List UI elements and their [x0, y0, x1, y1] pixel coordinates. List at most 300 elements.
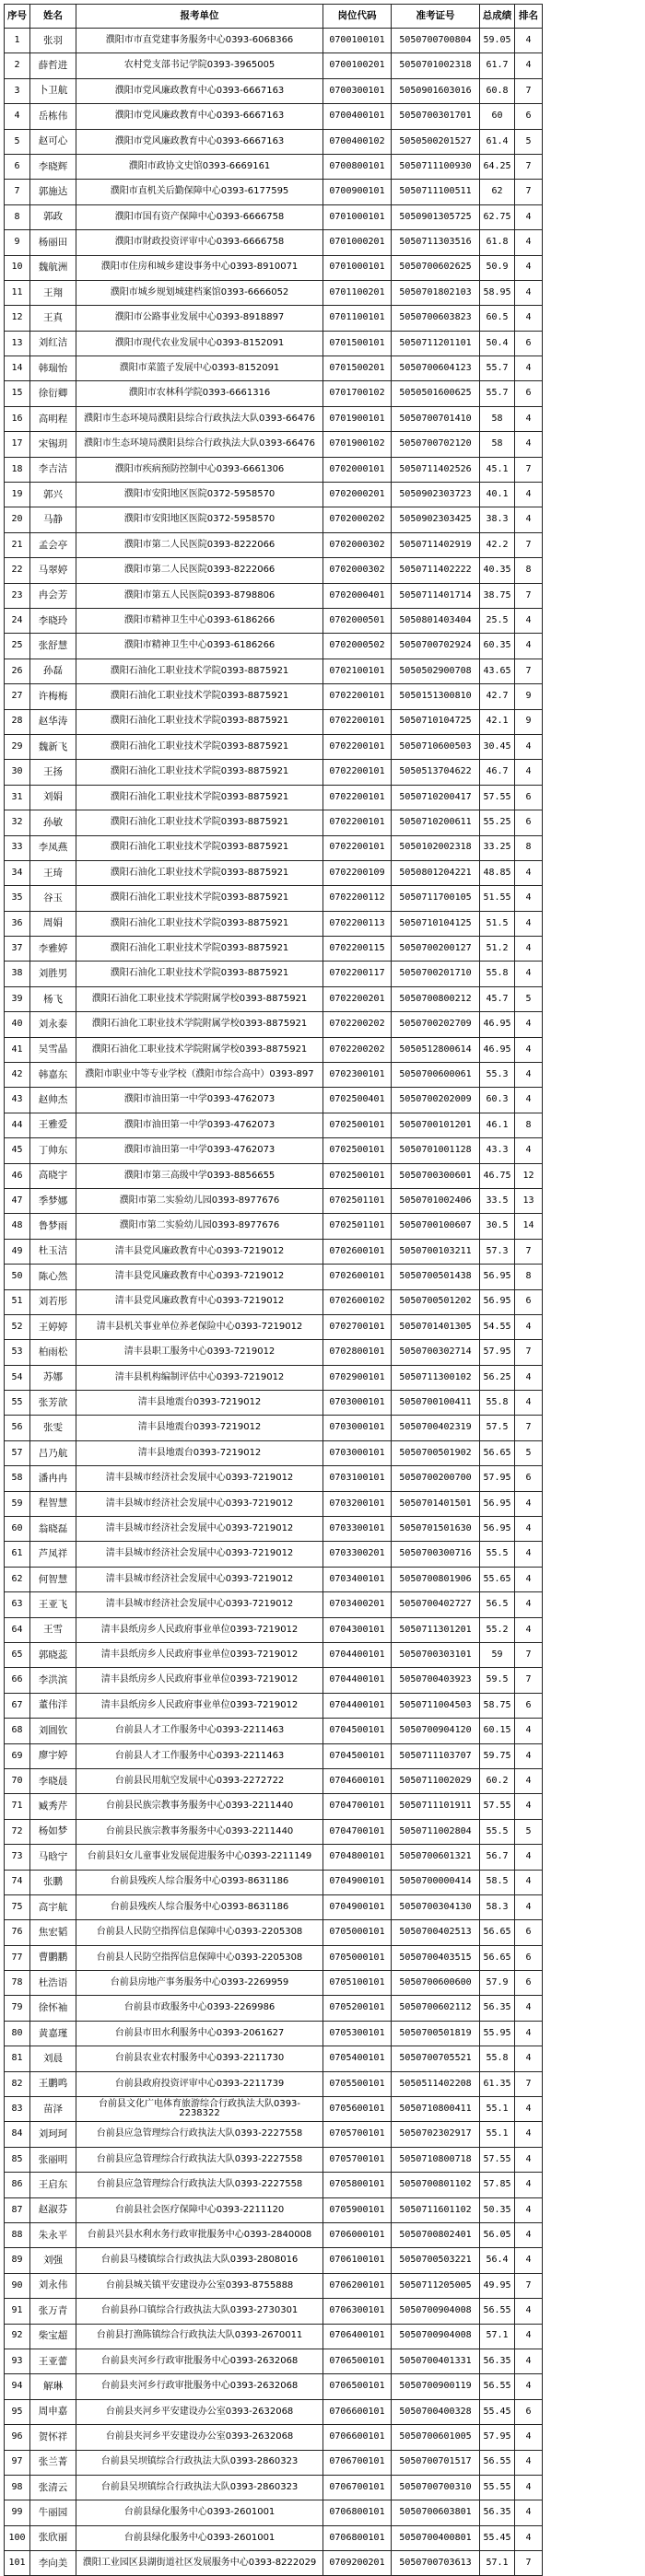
table-row	[5, 180, 543, 204]
cell-post-code: 0706400101	[323, 2324, 392, 2349]
cell-name: 翁晓磊	[30, 1517, 76, 1542]
cell-name: 魏航洲	[30, 255, 76, 280]
table-row	[5, 962, 543, 986]
cell-unit: 台前县吴坝镇综合行政执法大队0393-2860323	[76, 2450, 323, 2475]
cell-post-code: 0702000202	[323, 507, 392, 532]
cell-ticket-number: 5050711301201	[392, 1617, 480, 1642]
cell-post-code: 0706800101	[323, 2500, 392, 2525]
cell-rank: 4	[515, 2122, 543, 2147]
cell-ticket-number: 5050700100607	[392, 1214, 480, 1239]
cell-ticket-number: 5050700904120	[392, 1719, 480, 1743]
cell-unit: 濮阳市第二人民医院0393-8222066	[76, 532, 323, 557]
table-row	[5, 2525, 543, 2550]
table-row	[5, 507, 543, 532]
cell-index: 35	[5, 886, 30, 911]
cell-index: 11	[5, 280, 30, 305]
cell-post-code: 0700300101	[323, 78, 392, 103]
cell-unit: 清丰县城市经济社会发展中心0393-7219012	[76, 1491, 323, 1516]
cell-index: 96	[5, 2425, 30, 2450]
table-row	[5, 1265, 543, 1289]
table-row	[5, 1365, 543, 1390]
table-row	[5, 2475, 543, 2500]
cell-rank: 4	[515, 1870, 543, 1894]
cell-unit: 清丰县职工服务中心0393-7219012	[76, 1340, 323, 1365]
cell-unit: 濮阳市国有资产保障中心0393-6666758	[76, 204, 323, 229]
cell-total-score: 59.75	[480, 1743, 515, 1768]
cell-rank: 4	[515, 1138, 543, 1163]
cell-post-code: 0701000201	[323, 230, 392, 255]
cell-rank: 8	[515, 558, 543, 583]
cell-ticket-number: 5050700604123	[392, 356, 480, 381]
cell-ticket-number: 5050700501819	[392, 2021, 480, 2046]
cell-rank: 4	[515, 1517, 543, 1542]
cell-rank: 7	[515, 1668, 543, 1693]
cell-ticket-number: 5050700403923	[392, 1668, 480, 1693]
cell-index: 1	[5, 29, 30, 53]
header-name: 姓名	[30, 5, 76, 29]
table-row	[5, 2248, 543, 2273]
cell-unit: 台前县绿化服务中心0393-2601001	[76, 2500, 323, 2525]
cell-name: 刘娟	[30, 785, 76, 810]
cell-rank: 7	[515, 532, 543, 557]
cell-post-code: 0702800101	[323, 1340, 392, 1365]
cell-name: 李洪滨	[30, 1668, 76, 1693]
cell-post-code: 0702500401	[323, 1088, 392, 1113]
cell-index: 54	[5, 1365, 30, 1390]
cell-rank: 4	[515, 507, 543, 532]
cell-name: 马晗宁	[30, 1845, 76, 1870]
cell-rank: 4	[515, 1894, 543, 1919]
table-row	[5, 937, 543, 962]
cell-rank: 4	[515, 962, 543, 986]
cell-post-code: 0703300201	[323, 1542, 392, 1567]
cell-post-code: 0703100101	[323, 1466, 392, 1491]
cell-index: 61	[5, 1542, 30, 1567]
cell-name: 杜浩语	[30, 1971, 76, 1996]
table-row	[5, 2450, 543, 2475]
cell-index: 60	[5, 1517, 30, 1542]
table-row	[5, 2222, 543, 2247]
cell-ticket-number: 5050700300716	[392, 1542, 480, 1567]
cell-name: 李吉洁	[30, 457, 76, 482]
cell-ticket-number: 5050700701410	[392, 406, 480, 431]
cell-name: 张欣丽	[30, 2525, 76, 2550]
table-row	[5, 2299, 543, 2324]
cell-ticket-number: 5050700600061	[392, 1063, 480, 1088]
cell-index: 33	[5, 835, 30, 860]
cell-index: 7	[5, 180, 30, 204]
cell-ticket-number: 5050151300810	[392, 684, 480, 709]
cell-name: 杨丽田	[30, 230, 76, 255]
cell-unit: 濮阳市精神卫生中心0393-6186266	[76, 634, 323, 659]
cell-rank: 4	[515, 1845, 543, 1870]
cell-unit: 濮阳石油化工职业技术学院0393-8875921	[76, 835, 323, 860]
cell-index: 85	[5, 2147, 30, 2172]
cell-ticket-number: 5050700602112	[392, 1996, 480, 2021]
cell-post-code: 0701000101	[323, 204, 392, 229]
cell-total-score: 57.95	[480, 1466, 515, 1491]
cell-rank: 7	[515, 154, 543, 179]
cell-total-score: 40.1	[480, 483, 515, 507]
cell-unit: 濮阳市安阳地区医院0372-5958570	[76, 483, 323, 507]
cell-index: 88	[5, 2222, 30, 2247]
cell-rank: 7	[515, 457, 543, 482]
header-ticket-number: 准考证号	[392, 5, 480, 29]
cell-post-code: 0702000302	[323, 532, 392, 557]
table-row	[5, 1517, 543, 1542]
cell-total-score: 58	[480, 432, 515, 457]
cell-index: 87	[5, 2197, 30, 2222]
cell-name: 王翔	[30, 280, 76, 305]
cell-rank: 4	[515, 2222, 543, 2247]
cell-unit: 濮阳市党风廉政教育中心0393-6667163	[76, 129, 323, 154]
cell-unit: 濮阳市直机关后勤保障中心0393-6177595	[76, 180, 323, 204]
cell-index: 100	[5, 2525, 30, 2550]
cell-index: 45	[5, 1138, 30, 1163]
cell-rank: 14	[515, 1214, 543, 1239]
cell-unit: 台前县夹河乡行政审批服务中心0393-2632068	[76, 2374, 323, 2399]
cell-total-score: 56.55	[480, 2374, 515, 2399]
cell-total-score: 61.8	[480, 230, 515, 255]
cell-index: 28	[5, 709, 30, 734]
cell-unit: 台前县民用航空发展中心0393-2272722	[76, 1768, 323, 1793]
cell-name: 赵可心	[30, 129, 76, 154]
cell-index: 86	[5, 2173, 30, 2197]
table-row	[5, 1063, 543, 1088]
table-row	[5, 810, 543, 835]
cell-ticket-number: 5050700701517	[392, 2450, 480, 2475]
cell-post-code: 0704700101	[323, 1794, 392, 1819]
cell-name: 张雯	[30, 1416, 76, 1440]
cell-ticket-number: 5050700700804	[392, 29, 480, 53]
table-row	[5, 2399, 543, 2424]
cell-rank: 7	[515, 1416, 543, 1440]
cell-total-score: 57.55	[480, 1794, 515, 1819]
cell-index: 69	[5, 1743, 30, 1768]
cell-ticket-number: 5050700603801	[392, 2500, 480, 2525]
cell-name: 许梅梅	[30, 684, 76, 709]
cell-post-code: 0702200202	[323, 1037, 392, 1062]
cell-name: 牛丽园	[30, 2500, 76, 2525]
cell-index: 63	[5, 1592, 30, 1617]
table-row	[5, 1693, 543, 1718]
cell-total-score: 60.5	[480, 306, 515, 331]
cell-name: 刘强	[30, 2248, 76, 2273]
cell-total-score: 45.7	[480, 986, 515, 1011]
cell-ticket-number: 5050501600625	[392, 381, 480, 406]
cell-total-score: 49.95	[480, 2273, 515, 2298]
cell-post-code: 0706500101	[323, 2349, 392, 2373]
cell-unit: 台前县市政服务中心0393-2269986	[76, 1996, 323, 2021]
cell-unit: 濮阳市农林科学院0393-6661316	[76, 381, 323, 406]
cell-post-code: 0703200101	[323, 1491, 392, 1516]
cell-post-code: 0702000501	[323, 608, 392, 633]
cell-post-code: 0706600101	[323, 2399, 392, 2424]
cell-unit: 台前县人民防空指挥信息保障中心0393-2205308	[76, 1945, 323, 1970]
cell-unit: 濮阳市第二实验幼儿园0393-8977676	[76, 1188, 323, 1213]
cell-name: 赵华涛	[30, 709, 76, 734]
cell-index: 38	[5, 962, 30, 986]
cell-name: 焦宏韬	[30, 1920, 76, 1945]
cell-ticket-number: 5050700501902	[392, 1440, 480, 1465]
cell-ticket-number: 5050700103211	[392, 1239, 480, 1264]
cell-rank: 4	[515, 2248, 543, 2273]
cell-total-score: 50.9	[480, 255, 515, 280]
cell-ticket-number: 5050700402727	[392, 1592, 480, 1617]
cell-name: 卜卫航	[30, 78, 76, 103]
cell-name: 柴宝超	[30, 2324, 76, 2349]
cell-ticket-number: 5050700100411	[392, 1391, 480, 1416]
cell-total-score: 57.1	[480, 2551, 515, 2576]
cell-rank: 7	[515, 180, 543, 204]
table-row	[5, 2349, 543, 2373]
table-row	[5, 2147, 543, 2172]
cell-post-code: 0702200101	[323, 709, 392, 734]
table-row	[5, 2374, 543, 2399]
cell-ticket-number: 5050701501630	[392, 1517, 480, 1542]
cell-post-code: 0700100101	[323, 29, 392, 53]
cell-post-code: 0706800101	[323, 2525, 392, 2550]
cell-ticket-number: 5050700900119	[392, 2374, 480, 2399]
cell-ticket-number: 5050902303425	[392, 507, 480, 532]
cell-index: 89	[5, 2248, 30, 2273]
cell-index: 67	[5, 1693, 30, 1718]
cell-post-code: 0702000401	[323, 583, 392, 608]
cell-post-code: 0709200201	[323, 2551, 392, 2576]
cell-ticket-number: 5050701001128	[392, 1138, 480, 1163]
cell-unit: 濮阳石油化工职业技术学院附属学校0393-8875921	[76, 986, 323, 1011]
cell-total-score: 64.25	[480, 154, 515, 179]
cell-total-score: 55.45	[480, 2525, 515, 2550]
cell-post-code: 0706500101	[323, 2374, 392, 2399]
cell-unit: 台前县残疾人综合服务中心0393-8631186	[76, 1870, 323, 1894]
header-row	[5, 5, 543, 29]
cell-rank: 4	[515, 29, 543, 53]
cell-unit: 濮阳石油化工职业技术学院0393-8875921	[76, 785, 323, 810]
cell-post-code: 0705900101	[323, 2197, 392, 2222]
cell-rank: 4	[515, 406, 543, 431]
cell-name: 郭施达	[30, 180, 76, 204]
cell-index: 15	[5, 381, 30, 406]
table-row	[5, 532, 543, 557]
cell-name: 张丽明	[30, 2147, 76, 2172]
cell-name: 张芳歆	[30, 1391, 76, 1416]
table-row	[5, 2273, 543, 2298]
cell-unit: 濮阳市党风廉政教育中心0393-6667163	[76, 78, 323, 103]
cell-unit: 台前县兴县水利水务行政审批服务中心0393-2840008	[76, 2222, 323, 2247]
cell-index: 6	[5, 154, 30, 179]
cell-unit: 台前县人才工作服务中心0393-2211463	[76, 1743, 323, 1768]
cell-rank: 4	[515, 2021, 543, 2046]
cell-name: 宋锡玥	[30, 432, 76, 457]
cell-post-code: 0702900101	[323, 1365, 392, 1390]
cell-total-score: 55.1	[480, 2122, 515, 2147]
cell-unit: 濮阳石油化工职业技术学院0393-8875921	[76, 860, 323, 885]
cell-unit: 台前县吴坝镇综合行政执法大队0393-2860323	[76, 2475, 323, 2500]
cell-ticket-number: 5050711002804	[392, 1819, 480, 1844]
cell-total-score: 30.5	[480, 1214, 515, 1239]
cell-rank: 7	[515, 2071, 543, 2096]
table-row	[5, 1163, 543, 1188]
table-row	[5, 1894, 543, 1919]
cell-unit: 台前县人民防空指挥信息保障中心0393-2205308	[76, 1920, 323, 1945]
cell-total-score: 57.85	[480, 2173, 515, 2197]
cell-rank: 12	[515, 1163, 543, 1188]
cell-index: 56	[5, 1416, 30, 1440]
cell-ticket-number: 5050700202709	[392, 1012, 480, 1037]
cell-name: 刘珂珂	[30, 2122, 76, 2147]
cell-unit: 清丰县地震台0393-7219012	[76, 1391, 323, 1416]
cell-rank: 4	[515, 937, 543, 962]
cell-total-score: 60.3	[480, 1088, 515, 1113]
cell-post-code: 0702200113	[323, 911, 392, 936]
cell-ticket-number: 5050710200611	[392, 810, 480, 835]
cell-total-score: 60.8	[480, 78, 515, 103]
cell-total-score: 56.95	[480, 1265, 515, 1289]
table-row	[5, 2425, 543, 2450]
cell-name: 张羽	[30, 29, 76, 53]
cell-post-code: 0701700102	[323, 381, 392, 406]
cell-ticket-number: 5050700300601	[392, 1163, 480, 1188]
cell-total-score: 55.65	[480, 1567, 515, 1591]
cell-total-score: 55.45	[480, 2399, 515, 2424]
table-row	[5, 280, 543, 305]
table-row	[5, 860, 543, 885]
cell-total-score: 62.75	[480, 204, 515, 229]
cell-ticket-number: 5050902303723	[392, 483, 480, 507]
table-row	[5, 381, 543, 406]
table-row	[5, 2324, 543, 2349]
cell-unit: 台前县妇女儿童事业发展促进服务中心0393-2211149	[76, 1845, 323, 1870]
cell-rank: 6	[515, 381, 543, 406]
cell-post-code: 0706100101	[323, 2248, 392, 2273]
table-row	[5, 1088, 543, 1113]
cell-index: 97	[5, 2450, 30, 2475]
cell-total-score: 54.55	[480, 1314, 515, 1339]
cell-name: 赵淑芬	[30, 2197, 76, 2222]
cell-total-score: 56.95	[480, 1491, 515, 1516]
cell-total-score: 50.35	[480, 2197, 515, 2222]
cell-index: 10	[5, 255, 30, 280]
cell-index: 29	[5, 734, 30, 759]
cell-total-score: 56.55	[480, 2299, 515, 2324]
cell-name: 刘永伟	[30, 2273, 76, 2298]
cell-total-score: 56.25	[480, 1365, 515, 1390]
cell-name: 朱永平	[30, 2222, 76, 2247]
cell-unit: 濮阳石油化工职业技术学院0393-8875921	[76, 962, 323, 986]
cell-ticket-number: 5050710600503	[392, 734, 480, 759]
cell-ticket-number: 5050700101201	[392, 1113, 480, 1137]
cell-unit: 濮阳石油化工职业技术学院0393-8875921	[76, 760, 323, 785]
cell-rank: 4	[515, 2097, 543, 2122]
cell-ticket-number: 5050700200127	[392, 937, 480, 962]
cell-index: 90	[5, 2273, 30, 2298]
cell-post-code: 0705800101	[323, 2173, 392, 2197]
cell-index: 42	[5, 1063, 30, 1088]
cell-total-score: 42.7	[480, 684, 515, 709]
cell-unit: 清丰县纸房乡人民政府事业单位0393-7219012	[76, 1668, 323, 1693]
cell-rank: 5	[515, 1440, 543, 1465]
cell-post-code: 0702200101	[323, 835, 392, 860]
cell-total-score: 62	[480, 180, 515, 204]
cell-name: 王扬	[30, 760, 76, 785]
cell-ticket-number: 5050700401331	[392, 2349, 480, 2373]
cell-rank: 4	[515, 356, 543, 381]
cell-index: 77	[5, 1945, 30, 1970]
cell-post-code: 0704900101	[323, 1894, 392, 1919]
cell-post-code: 0702200101	[323, 810, 392, 835]
cell-ticket-number: 5050700402319	[392, 1416, 480, 1440]
cell-rank: 4	[515, 255, 543, 280]
table-row	[5, 1239, 543, 1264]
cell-name: 韩嘉东	[30, 1063, 76, 1088]
cell-index: 59	[5, 1491, 30, 1516]
cell-unit: 濮阳市政协文史馆0393-6669161	[76, 154, 323, 179]
cell-total-score: 55.7	[480, 356, 515, 381]
table-row	[5, 1416, 543, 1440]
cell-unit: 清丰县党风廉政教育中心0393-7219012	[76, 1265, 323, 1289]
cell-ticket-number: 5050700800212	[392, 986, 480, 1011]
table-row	[5, 583, 543, 608]
table-row	[5, 634, 543, 659]
cell-unit: 台前县孙口镇综合行政执法大队0393-2730301	[76, 2299, 323, 2324]
table-row	[5, 709, 543, 734]
table-row	[5, 986, 543, 1011]
table-row	[5, 2500, 543, 2525]
table-row	[5, 129, 543, 154]
cell-post-code: 0704400101	[323, 1668, 392, 1693]
cell-index: 30	[5, 760, 30, 785]
cell-total-score: 51.5	[480, 911, 515, 936]
cell-index: 17	[5, 432, 30, 457]
cell-unit: 清丰县地震台0393-7219012	[76, 1416, 323, 1440]
cell-index: 81	[5, 2046, 30, 2071]
header-index: 序号	[5, 5, 30, 29]
cell-index: 93	[5, 2349, 30, 2373]
cell-total-score: 38.75	[480, 583, 515, 608]
table-row	[5, 1289, 543, 1314]
cell-post-code: 0701000101	[323, 255, 392, 280]
cell-unit: 台前县民族宗教事务服务中心0393-2211440	[76, 1794, 323, 1819]
cell-name: 王启东	[30, 2173, 76, 2197]
cell-unit: 台前县夹河乡平安建设办公室0393-2632068	[76, 2425, 323, 2450]
cell-post-code: 0702700101	[323, 1314, 392, 1339]
cell-index: 55	[5, 1391, 30, 1416]
cell-index: 13	[5, 331, 30, 356]
cell-ticket-number: 5050513704622	[392, 760, 480, 785]
cell-total-score: 61.4	[480, 129, 515, 154]
cell-total-score: 57.1	[480, 2324, 515, 2349]
cell-ticket-number: 5050700402513	[392, 1920, 480, 1945]
cell-name: 董伟洋	[30, 1693, 76, 1718]
cell-post-code: 0700900101	[323, 180, 392, 204]
cell-post-code: 0702200115	[323, 937, 392, 962]
cell-post-code: 0704400101	[323, 1693, 392, 1718]
cell-rank: 4	[515, 2374, 543, 2399]
cell-unit: 濮阳市菜篮子发展中心0393-8152091	[76, 356, 323, 381]
cell-unit: 濮阳石油化工职业技术学院0393-8875921	[76, 911, 323, 936]
cell-unit: 濮阳市市直党建事务服务中心0393-6068366	[76, 29, 323, 53]
cell-ticket-number: 5050700400801	[392, 2525, 480, 2550]
cell-index: 22	[5, 558, 30, 583]
cell-total-score: 55.8	[480, 1391, 515, 1416]
cell-unit: 清丰县纸房乡人民政府事业单位0393-7219012	[76, 1643, 323, 1668]
cell-name: 杨如梦	[30, 1819, 76, 1844]
cell-ticket-number: 5050711401714	[392, 583, 480, 608]
cell-total-score: 46.95	[480, 1012, 515, 1037]
cell-ticket-number: 5050711300102	[392, 1365, 480, 1390]
cell-name: 吴雪晶	[30, 1037, 76, 1062]
